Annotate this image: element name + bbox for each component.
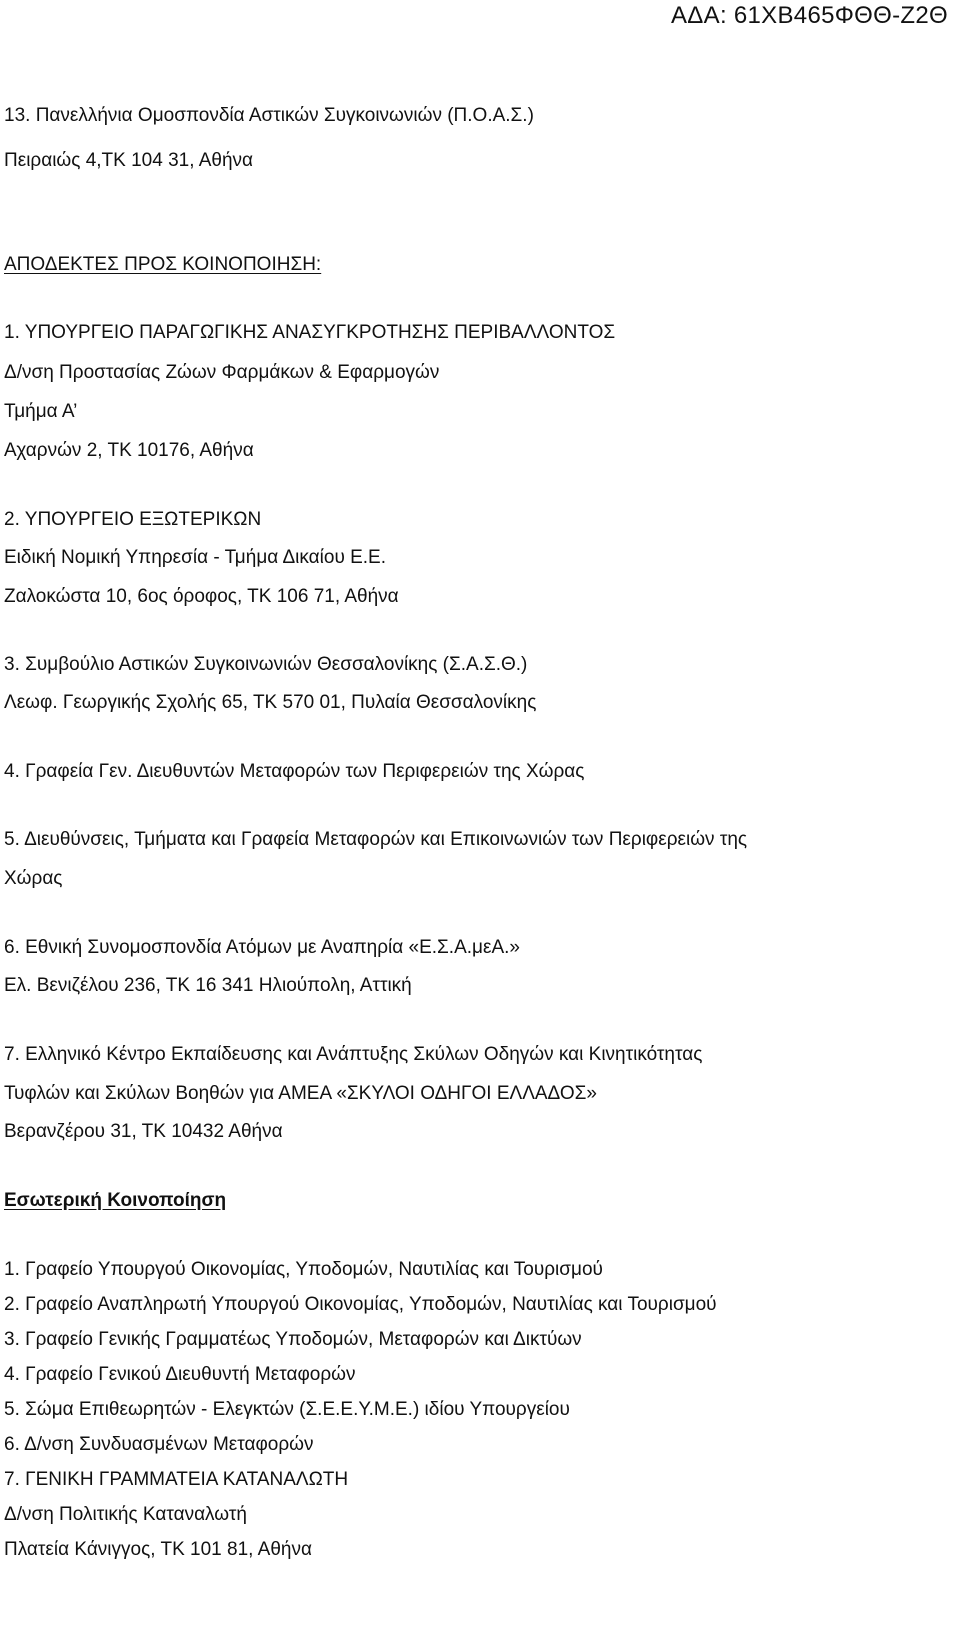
list-item: 2. ΥΠΟΥΡΓΕΙΟ ΕΞΩΤΕΡΙΚΩΝ: [4, 509, 262, 530]
list-item: Λεωφ. Γεωργικής Σχολής 65, ΤΚ 570 01, Πυλαία Θεσσαλονίκης: [4, 692, 537, 713]
list-item: 2. Γραφείο Αναπληρωτή Υπουργού Οικονομίας, Υποδομών, Ναυτιλίας και Τουρισμού: [4, 1294, 717, 1315]
list-item: Χώρας: [4, 868, 63, 889]
list-item: Δ/νση Πολιτικής Καταναλωτή: [4, 1504, 247, 1525]
list-item: 1. Γραφείο Υπουργού Οικονομίας, Υποδομών, Ναυτιλίας και Τουρισμού: [4, 1259, 603, 1280]
list-item: Βερανζέρου 31, ΤΚ 10432 Αθήνα: [4, 1121, 283, 1142]
list-item: 13. Πανελλήνια Ομοσπονδία Αστικών Συγκοινωνιών (Π.Ο.Α.Σ.): [4, 105, 534, 126]
list-item: Δ/νση Προστασίας Ζώων Φαρμάκων & Εφαρμογών: [4, 362, 440, 383]
list-item: 4. Γραφείο Γενικού Διευθυντή Μεταφορών: [4, 1364, 356, 1385]
list-item: 7. Ελληνικό Κέντρο Εκπαίδευσης και Ανάπτυξης Σκύλων Οδηγών και Κινητικότητας: [4, 1044, 703, 1065]
list-item: Ελ. Βενιζέλου 236, ΤΚ 16 341 Ηλιούπολη, Αττική: [4, 975, 412, 996]
ada-code: ΑΔΑ: 61ΧΒ465ΦΘΘ-Ζ2Θ: [671, 2, 948, 29]
list-item: 3. Συμβούλιο Αστικών Συγκοινωνιών Θεσσαλονίκης (Σ.Α.Σ.Θ.): [4, 654, 528, 675]
list-item: 7. ΓΕΝΙΚΗ ΓΡΑΜΜΑΤΕΙΑ ΚΑΤΑΝΑΛΩΤΗ: [4, 1469, 349, 1490]
internal-heading: Εσωτερική Κοινοποίηση: [4, 1190, 227, 1211]
list-item: Ειδική Νομική Υπηρεσία - Τμήμα Δικαίου Ε.Ε.: [4, 547, 387, 568]
list-item: 6. Εθνική Συνομοσπονδία Ατόμων με Αναπηρία «Ε.Σ.Α.μεΑ.»: [4, 937, 520, 958]
list-item: 5. Σώμα Επιθεωρητών - Ελεγκτών (Σ.Ε.Ε.Υ.Μ.Ε.) ιδίου Υπουργείου: [4, 1399, 570, 1420]
list-item: 4. Γραφεία Γεν. Διευθυντών Μεταφορών των Περιφερειών της Χώρας: [4, 761, 585, 782]
list-item: Αχαρνών 2, ΤΚ 10176, Αθήνα: [4, 440, 254, 461]
list-item: 1. ΥΠΟΥΡΓΕΙΟ ΠΑΡΑΓΩΓΙΚΗΣ ΑΝΑΣΥΓΚΡΟΤΗΣΗΣ ΠΕΡΙΒΑΛΛΟΝΤΟΣ: [4, 322, 616, 343]
list-item: 3. Γραφείο Γενικής Γραμματέως Υποδομών, Μεταφορών και Δικτύων: [4, 1329, 582, 1350]
list-item: Πλατεία Κάνιγγος, ΤΚ 101 81, Αθήνα: [4, 1539, 312, 1560]
list-item: 6. Δ/νση Συνδυασμένων Μεταφορών: [4, 1434, 314, 1455]
list-item: Τμήμα Α’: [4, 401, 78, 422]
recipients-heading: ΑΠΟΔΕΚΤΕΣ ΠΡΟΣ ΚΟΙΝΟΠΟΙΗΣΗ:: [4, 254, 322, 275]
list-item: 5. Διευθύνσεις, Τμήματα και Γραφεία Μεταφορών και Επικοινωνιών των Περιφερειών της: [4, 829, 748, 850]
list-item: Τυφλών και Σκύλων Βοηθών για ΑΜΕΑ «ΣΚΥΛΟΙ ΟΔΗΓΟΙ ΕΛΛΑΔΟΣ»: [4, 1083, 597, 1104]
list-item: Πειραιώς 4,ΤΚ 104 31, Αθήνα: [4, 150, 254, 171]
list-item: Ζαλοκώστα 10, 6ος όροφος, ΤΚ 106 71, Αθήνα: [4, 586, 399, 607]
